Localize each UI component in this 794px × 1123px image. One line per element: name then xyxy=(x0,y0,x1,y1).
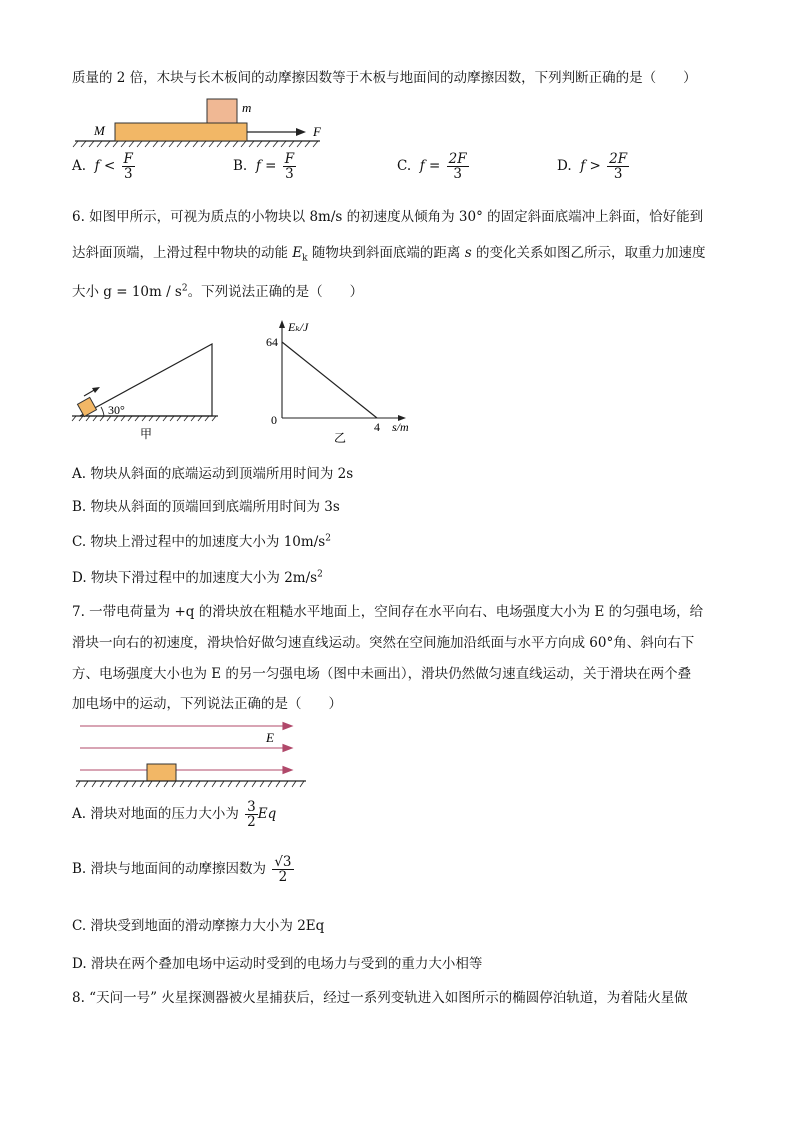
q6-incline-figure xyxy=(66,330,226,445)
caption-jia: 甲 xyxy=(139,427,153,441)
y-axis-arrow-icon xyxy=(279,320,285,328)
small-block xyxy=(207,99,237,123)
q7-stem-line2: 滑块一向右的初速度，滑块恰好做匀速直线运动。突然在空间施加沿纸面与水平方向成 60°角、斜向右下 xyxy=(72,635,695,651)
x-tick-4: 4 xyxy=(374,420,380,434)
x-axis-label: s/m xyxy=(392,420,409,434)
label-m: m xyxy=(242,100,252,115)
y-tick-64: 64 xyxy=(266,335,278,349)
label-F: F xyxy=(313,124,321,139)
q7-stem-line4: 加电场中的运动，下列说法正确的是（ ） xyxy=(72,696,342,712)
q7-option-c[interactable]: C. 滑块受到地面的滑动摩擦力大小为 2Eq xyxy=(72,918,325,934)
q7-stem-line3: 方、电场强度大小也为 E 的另一匀强电场（图中未画出），滑块仍然做匀速直线运动，关于滑块在两个叠 xyxy=(72,666,692,682)
origin-label: 0 xyxy=(271,413,277,427)
q5-option-b[interactable]: B. f = $\frac{F}{3}$ xyxy=(233,151,295,183)
field-label-E: E xyxy=(266,730,274,745)
caption-yi: 乙 xyxy=(333,431,347,445)
q5-board-block-diagram xyxy=(70,95,340,155)
angle-label: 30° xyxy=(108,403,125,417)
q6-option-d[interactable]: D. 物块下滑过程中的加速度大小为 $2m/s^2$ xyxy=(72,569,323,586)
long-board xyxy=(115,123,247,141)
q8-stem-line1: 8. “天问一号” 火星探测器被火星捕获后，经过一系列变轨进入如图所示的椭圆停泊轨道，为着陆火星做 xyxy=(72,990,688,1006)
q7-option-d[interactable]: D. 滑块在两个叠加电场中运动时受到的电场力与受到的重力大小相等 xyxy=(72,956,483,972)
slider-block xyxy=(147,764,176,781)
q6-stem-line2: 达斜面顶端，上滑过程中物块的动能 $E_k$ 随物块到斜面底端的距离 s 的变化关系如图乙所示，取重力加速度 xyxy=(72,245,706,264)
q5-option-c[interactable]: C. f = $\frac{2F}{3}$ xyxy=(397,151,467,183)
field-arrow-icon xyxy=(283,767,292,774)
q7-option-b[interactable]: B. 滑块与地面间的动摩擦因数为 $\frac{√3}{2}$ xyxy=(72,854,292,886)
q6-ek-s-graph xyxy=(262,318,422,446)
force-arrow-icon xyxy=(296,128,306,136)
y-axis-label: Eₖ/J xyxy=(288,320,309,334)
q6-option-a[interactable]: A. 物块从斜面的底端运动到顶端所用时间为 2s xyxy=(72,466,354,482)
q6-option-b[interactable]: B. 物块从斜面的顶端回到底端所用时间为 3s xyxy=(72,499,340,515)
q6-stem-line1: 6. 如图甲所示，可视为质点的小物块以 8m/s 的初速度从倾角为 30° 的固定斜面底端冲上斜面，恰好能到 xyxy=(72,209,704,225)
q7-stem-line1: 7. 一带电荷量为 +q 的滑块放在粗糙水平地面上，空间存在水平向右、电场强度大小为 E 的匀强电场，给 xyxy=(72,604,704,620)
field-arrow-icon xyxy=(283,745,292,752)
q5-option-a[interactable]: A. f < $\frac{F}{3}$ xyxy=(72,151,133,183)
ek-series-line xyxy=(282,342,377,418)
q5-option-d[interactable]: D. f > $\frac{2F}{3}$ xyxy=(557,151,628,183)
q6-stem-line3: 大小 $g = 10m / s^2$。下列说法正确的是（ ） xyxy=(72,283,364,300)
q7-option-a[interactable]: A. 滑块对地面的压力大小为 $\frac{3}{2}$ Eq xyxy=(72,799,277,831)
q5-stem-tail: 质量的 2 倍，木块与长木板间的动摩擦因数等于木板与地面间的动摩擦因数，下列判断正确的是（ ） xyxy=(72,70,697,86)
q7-field-diagram xyxy=(72,718,312,794)
field-arrow-icon xyxy=(283,723,292,730)
label-M: M xyxy=(94,123,105,138)
q6-option-c[interactable]: C. 物块上滑过程中的加速度大小为 $10m/s^2$ xyxy=(72,533,331,550)
